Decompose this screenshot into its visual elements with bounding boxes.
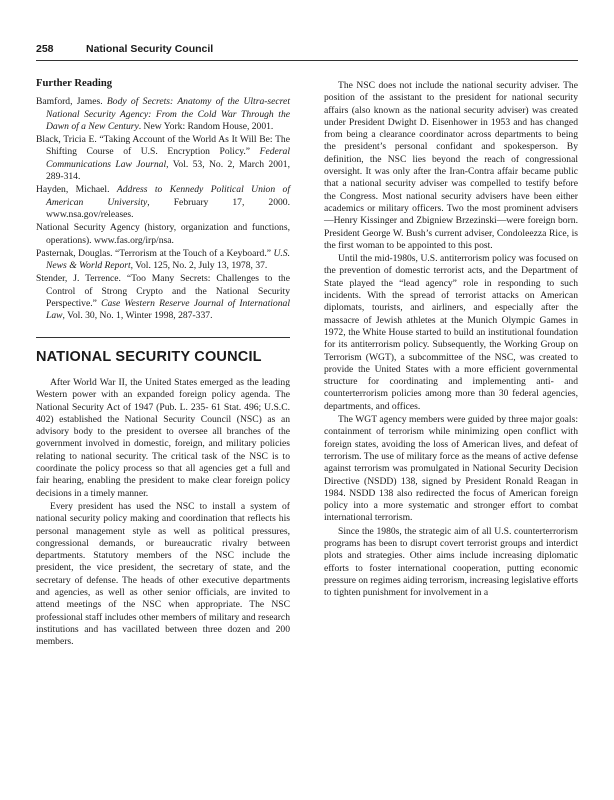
reference-text: , February 17, 2000. www.nsa.gov/releases. bbox=[46, 196, 290, 220]
body-paragraph: After World War II, the United States emerged as the leading Western power with an expanded foreign policy agenda. The National Security Act of 1947 (Pub. L. 235- 61 Stat. 496; U.S.C. 402) established the National Security Council (NSC) as an advisory body to the president to oversee all branches of the government involved in domestic, foreign, and military policies relating to national security. The critical task of the NSC is to coordinate the policy process so that all agencies get a full and fair hearing, enabling the president to make clear foreign policy decisions in a timely manner. bbox=[36, 376, 290, 499]
reference-text: , Vol. 30, No. 1, Winter 1998, 287-337. bbox=[62, 310, 213, 322]
section-heading: NATIONAL SECURITY COUNCIL bbox=[36, 348, 262, 365]
reference-entry bbox=[36, 184, 290, 221]
body-paragraph: The WGT agency members were guided by three major goals: containment of terrorism while minimizing open conflict with foreign states, avoiding the loss of American lives, and defeat of terrorism. The use of military force as the means of active defense against terrorism was promulgated in National Security Decision Directive (NSDD) 138, signed by President Ronald Reagan in 1984. NSDD 138 also redirected the focus of American foreign policy into a more systematic and stronger effort to combat international terrorism. bbox=[324, 414, 578, 524]
reference-text: , Vol. 125, No. 2, July 13, 1978, 37. bbox=[130, 260, 268, 272]
page-number: 258 bbox=[36, 43, 54, 55]
body-paragraph: Until the mid-1980s, U.S. antiterrorism policy was focused on the prevention of domestic terrorist acts, and the Department of State played the “lead agency” role in responding to such incidents. With the spread of terrorist attacks on American diplomats, tourists, and airliners, and especially after the massacre of Jewish athletes at the Munich Olympic Games in 1972, the White House started to build an institutional foundation for its antiterrorism policy. Subsequently, the Working Group on Terrorism (WGT), a subcommittee of the NSC, was created to provide the United States with a more efficient governmental structure for coordinating and implementing anti- and counterterrorism policies among more than 30 federal agencies, departments, and offices. bbox=[324, 253, 578, 412]
running-header bbox=[36, 40, 578, 58]
reference-text: Hayden, Michael. bbox=[36, 184, 117, 196]
header-rule bbox=[36, 60, 578, 61]
section-rule bbox=[36, 337, 290, 338]
reference-text: Bamford, James. bbox=[36, 96, 107, 108]
further-reading-list bbox=[36, 96, 290, 322]
reference-title: Address to Kennedy Political Union of American University bbox=[46, 184, 290, 208]
body-paragraph: Since the 1980s, the strategic aim of all U.S. counterterrorism programs has been to disrupt covert terrorist groups and interdict plots and strategies. Other aims include increasing diplomatic efforts to foster international cooperation, putting economic pressure on regimes aiding terrorism, increasing legislative efforts to tighten punishment for involvement in a bbox=[324, 525, 578, 599]
reference-title: U.S. News & World Report bbox=[46, 247, 290, 272]
reference-text: . New York: Random House, 2001. bbox=[138, 120, 274, 132]
reference-entry bbox=[36, 248, 290, 273]
reference-title: Federal Communications Law Journal bbox=[46, 146, 290, 170]
reference-text: , Vol. 53, No. 2, March 2001, 289-314. bbox=[46, 158, 290, 183]
reference-entry bbox=[36, 96, 290, 133]
reference-text: National Security Agency (history, organization and functions, operations). www.fas.org/irp/nsa. bbox=[36, 222, 290, 246]
further-reading-title: Further Reading bbox=[36, 78, 113, 89]
running-title: National Security Council bbox=[86, 43, 214, 55]
reference-title: Body of Secrets: Anatomy of the Ultra-secret National Security Agency: From the Cold War Through the Dawn of a New Century bbox=[46, 96, 290, 132]
reference-text: Pasternak, Douglas. “Terrorism at the Touch of a Keyboard.” bbox=[36, 247, 274, 259]
reference-entry bbox=[36, 134, 290, 183]
reference-entry bbox=[36, 222, 290, 247]
reference-text: Stender, J. Terrence. “Too Many Secrets: Challenges to the Control of Strong Crypto and the National Security Perspective.” bbox=[36, 273, 290, 310]
reference-title: Case Western Reserve Journal of International Law bbox=[46, 298, 290, 322]
right-column bbox=[324, 76, 578, 600]
left-column bbox=[36, 76, 290, 649]
reference-entry bbox=[36, 273, 290, 322]
body-paragraph: The NSC does not include the national security adviser. The position of the assistant to the president for national security affairs (also known as the national security adviser) was created under President Dwight D. Eisenhower in 1953 and has changed from being a clearance coordinator across departments to being the president’s personal confidant and spokesperson. By definition, the NSC lies beyond the reach of congressional oversight. It was only after the Iran-Contra affair became public that a national security adviser was compelled to testify before the Congress. Most national security advisers have been either academics or military officers. Two the most prominent advisers—Henry Kissinger and Zbigniew Brzezinski—were foreign born. President George W. Bush’s current adviser, Condoleezza Rice, is the first woman to be appointed to this post. bbox=[324, 80, 578, 251]
body-paragraph: Every president has used the NSC to install a system of national security policy making and coordination that reflects his personal management style as well as political pressures, congressional demands, or bureaucratic rivalry between departments. Statutory members of the NSC include the president, the vice president, the secretary of state, and the secretary of defense. The heads of other executive departments and agencies, as well as other senior officials, are invited to attend meetings of the NSC when appropriate. The NSC professional staff includes other members of military and research institutions and has vacillated between three dozen and 200 members. bbox=[36, 500, 290, 648]
reference-text: Black, Tricia E. “Taking Account of the World As It Will Be: The Shifting Course of U.S. Encryption Policy.” bbox=[36, 134, 290, 158]
